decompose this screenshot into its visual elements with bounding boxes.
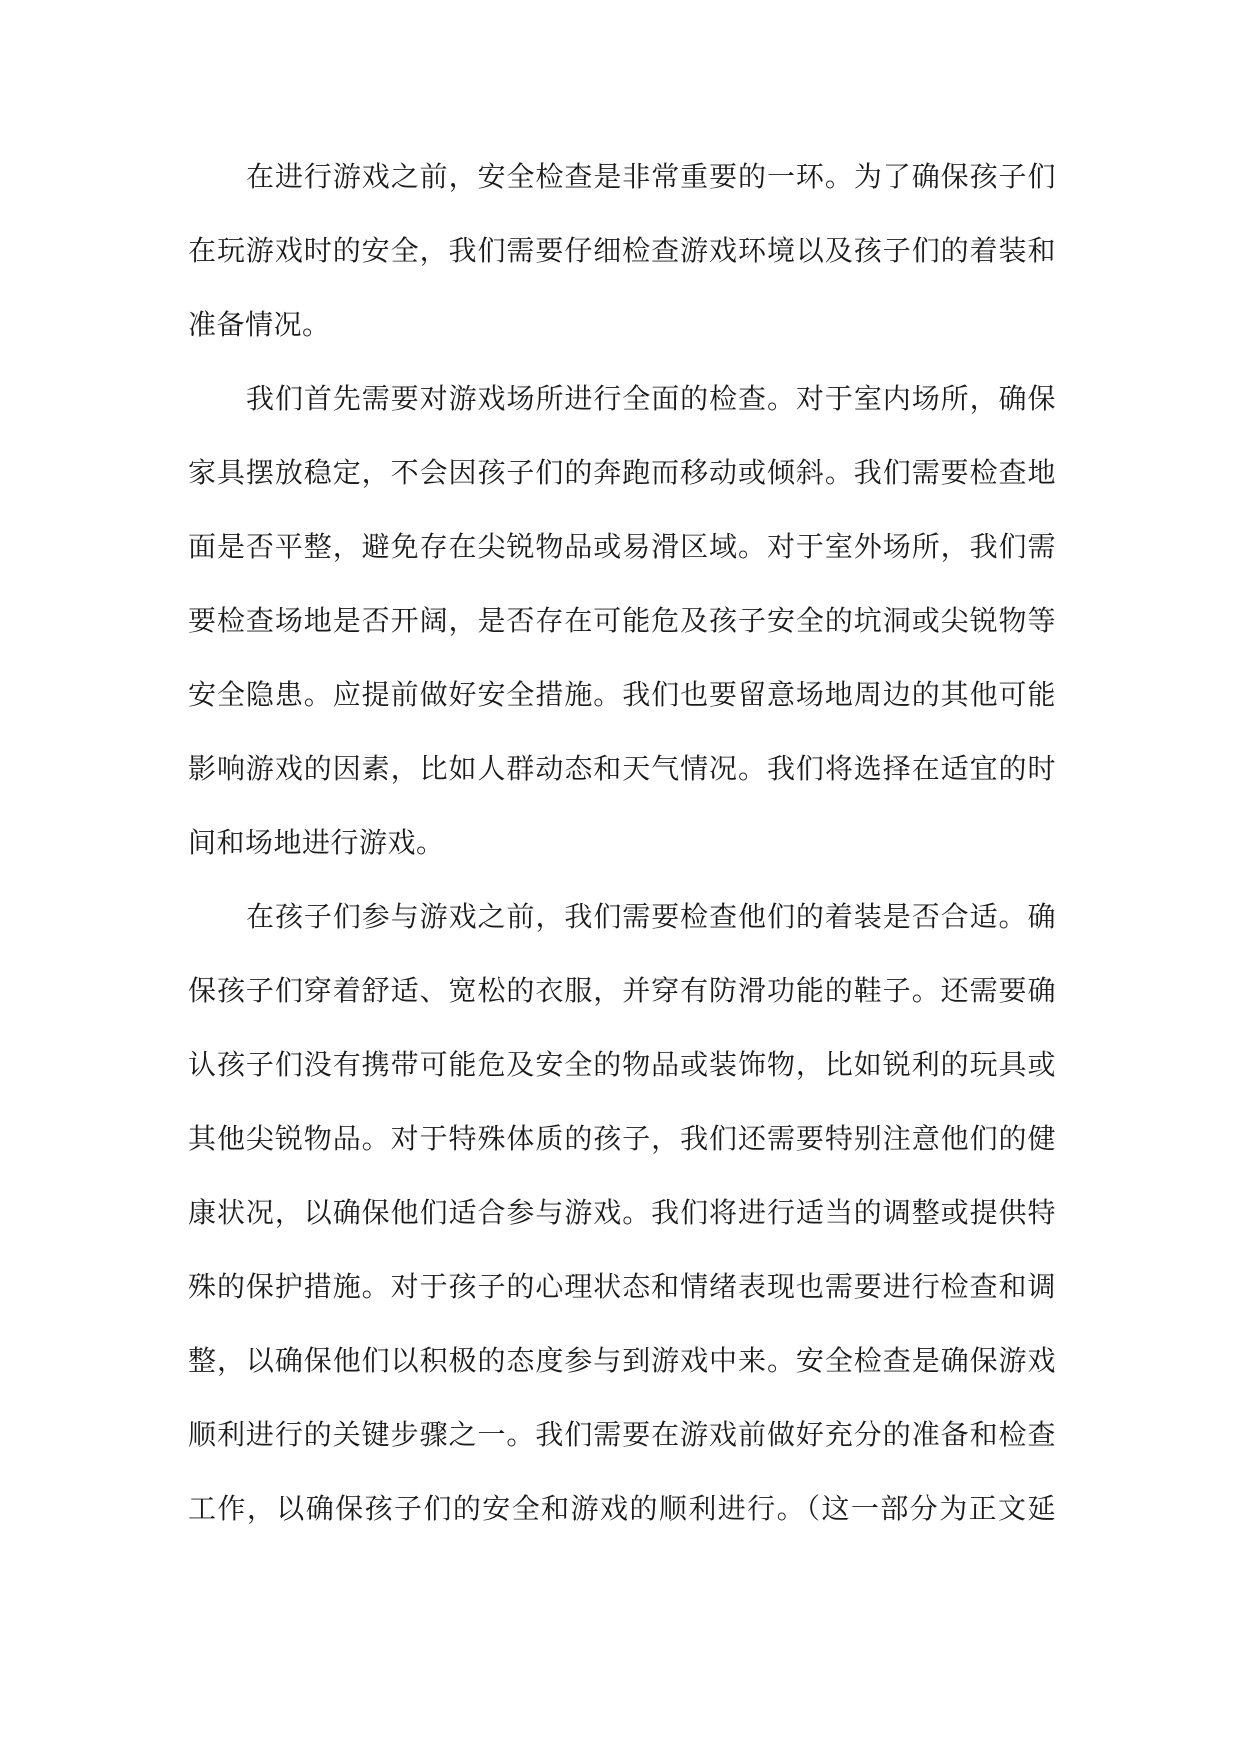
- paragraph-line: 安全隐患。应提前做好安全措施。我们也要留意场地周边的其他可能: [188, 678, 1056, 711]
- paragraph-line: 间和场地进行游戏。: [188, 826, 445, 859]
- paragraph-line: 在孩子们参与游戏之前，我们需要检查他们的着装是否合适。确: [246, 900, 1056, 933]
- paragraph-line: 影响游戏的因素，比如人群动态和天气情况。我们将选择在适宜的时: [188, 752, 1056, 785]
- paragraph-1: [188, 140, 1056, 362]
- paragraph-line: 在进行游戏之前，安全检查是非常重要的一环。为了确保孩子们: [246, 160, 1056, 193]
- paragraph-line: 准备情况。: [188, 308, 331, 341]
- paragraph-line: 其他尖锐物品。对于特殊体质的孩子，我们还需要特别注意他们的健: [188, 1122, 1056, 1155]
- paragraph-line: 家具摆放稳定，不会因孩子们的奔跑而移动或倾斜。我们需要检查地: [188, 456, 1056, 489]
- paragraph-line: 工作，以确保孩子们的安全和游戏的顺利进行。（这一部分为正文延: [188, 1492, 1056, 1525]
- paragraph-line: 整，以确保他们以积极的态度参与到游戏中来。安全检查是确保游戏: [188, 1344, 1056, 1377]
- paragraph-line: 我们首先需要对游戏场所进行全面的检查。对于室内场所，确保: [246, 382, 1056, 415]
- paragraph-line: 顺利进行的关键步骤之一。我们需要在游戏前做好充分的准备和检查: [188, 1418, 1056, 1451]
- paragraph-line: 保孩子们穿着舒适、宽松的衣服，并穿有防滑功能的鞋子。还需要确: [188, 974, 1056, 1007]
- paragraph-line: 康状况，以确保他们适合参与游戏。我们将进行适当的调整或提供特: [188, 1196, 1056, 1229]
- paragraph-2: [188, 362, 1056, 880]
- paragraph-line: 认孩子们没有携带可能危及安全的物品或装饰物，比如锐利的玩具或: [188, 1048, 1056, 1081]
- paragraph-line: 在玩游戏时的安全，我们需要仔细检查游戏环境以及孩子们的着装和: [188, 234, 1056, 267]
- paragraph-line: 要检查场地是否开阔，是否存在可能危及孩子安全的坑洞或尖锐物等: [188, 604, 1056, 637]
- paragraph-line: 面是否平整，避免存在尖锐物品或易滑区域。对于室外场所，我们需: [188, 530, 1056, 563]
- text-body: [188, 140, 1056, 1546]
- paragraph-3: [188, 880, 1056, 1546]
- paragraph-line: 殊的保护措施。对于孩子的心理状态和情绪表现也需要进行检查和调: [188, 1270, 1056, 1303]
